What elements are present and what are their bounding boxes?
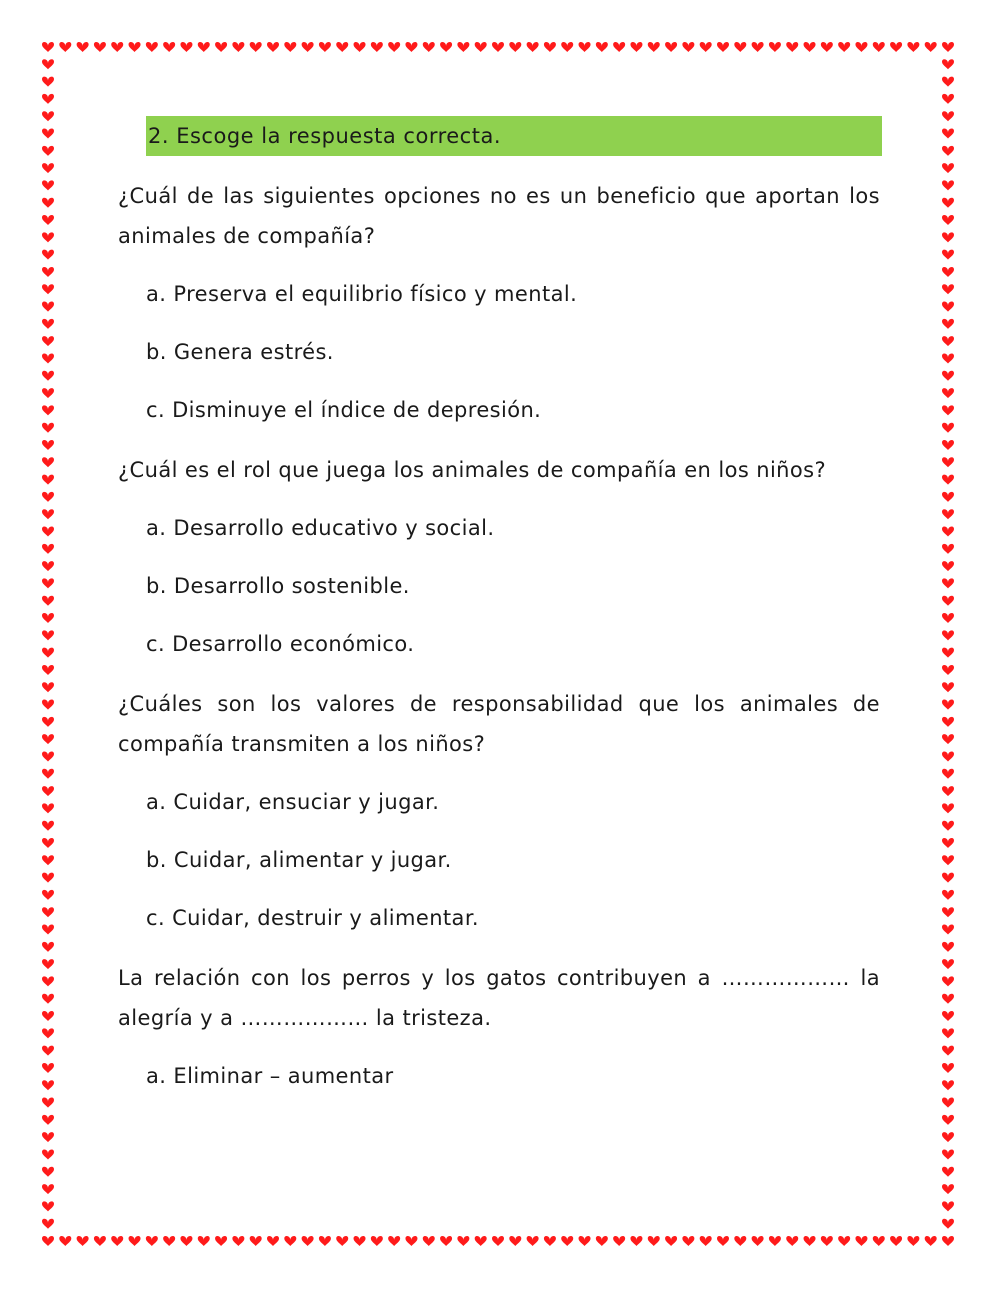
heart-icon [42,994,54,1004]
heart-icon [42,77,54,87]
heart-icon [267,42,279,52]
heart-icon [942,821,954,831]
heart-icon [42,1063,54,1073]
option-2b[interactable]: b. Desarrollo sostenible. [146,574,410,598]
heart-icon [942,561,954,571]
heart-icon [42,129,54,139]
heart-icon [42,717,54,727]
heart-icon [942,1115,954,1125]
heart-icon [232,42,244,52]
heart-icon [821,1236,833,1246]
heart-icon [942,492,954,502]
heart-icon [42,163,54,173]
heart-icon [873,42,885,52]
heart-icon [942,682,954,692]
heart-icon [665,42,677,52]
option-2c[interactable]: c. Desarrollo económico. [146,632,415,656]
option-1c[interactable]: c. Disminuye el índice de depresión. [146,398,542,422]
heart-icon [42,180,54,190]
heart-icon [475,42,487,52]
heart-icon [942,596,954,606]
heart-icon [440,42,452,52]
heart-icon [42,319,54,329]
heart-icon [925,1236,937,1246]
heart-icon [942,751,954,761]
heart-icon [388,1236,400,1246]
heart-icon [42,1115,54,1125]
heart-icon [42,215,54,225]
heart-icon [42,596,54,606]
heart-icon [942,111,954,121]
heart-icon [42,353,54,363]
heart-icon [717,1236,729,1246]
heart-icon [371,1236,383,1246]
heart-icon [42,959,54,969]
heart-icon [942,873,954,883]
heart-icon [942,1046,954,1056]
heart-icon [700,42,712,52]
heart-icon [630,42,642,52]
heart-icon [942,855,954,865]
heart-icon [163,42,175,52]
section-title: 2. Escoge la respuesta correcta. [146,116,882,156]
heart-icon [42,475,54,485]
heart-icon [942,198,954,208]
heart-icon [42,682,54,692]
heart-icon [42,267,54,277]
heart-icon [544,1236,556,1246]
heart-icon [42,492,54,502]
heart-icon [855,1236,867,1246]
heart-icon [42,873,54,883]
heart-icon [942,665,954,675]
heart-icon [942,1028,954,1038]
heart-icon [388,42,400,52]
heart-icon [855,42,867,52]
heart-icon [42,907,54,917]
heart-icon [42,1149,54,1159]
heart-icon [457,42,469,52]
heart-icon [665,1236,677,1246]
heart-icon [42,544,54,554]
heart-icon [129,1236,141,1246]
heart-icon [405,1236,417,1246]
heart-icon [942,284,954,294]
heart-icon [42,1046,54,1056]
heart-icon [942,440,954,450]
heart-icon [146,1236,158,1246]
heart-icon [942,509,954,519]
heart-icon [42,890,54,900]
heart-icon [42,59,54,69]
heart-icon [752,1236,764,1246]
heart-icon [42,786,54,796]
heart-icon [942,976,954,986]
heart-icon [129,42,141,52]
heart-icon [42,1236,54,1246]
heart-icon [111,42,123,52]
heart-icon [544,42,556,52]
heart-icon [786,1236,798,1246]
heart-icon [942,907,954,917]
heart-icon [596,42,608,52]
heart-icon [942,1011,954,1021]
heart-icon [94,1236,106,1246]
heart-icon [734,42,746,52]
heart-icon [250,1236,262,1246]
heart-icon [42,302,54,312]
heart-icon [42,665,54,675]
heart-icon [561,42,573,52]
heart-icon [180,42,192,52]
heart-icon [284,1236,296,1246]
heart-icon [942,1149,954,1159]
heart-icon [215,1236,227,1246]
heart-icon [42,388,54,398]
heart-icon [405,42,417,52]
heart-icon [942,475,954,485]
heart-icon [42,284,54,294]
heart-icon [198,1236,210,1246]
heart-icon [942,146,954,156]
heart-icon [942,77,954,87]
heart-icon [907,1236,919,1246]
heart-icon [734,1236,746,1246]
heart-icon [94,42,106,52]
heart-icon [942,613,954,623]
heart-icon [42,198,54,208]
heart-icon [232,1236,244,1246]
option-3c[interactable]: c. Cuidar, destruir y alimentar. [146,906,480,930]
heart-icon [804,1236,816,1246]
heart-icon [942,890,954,900]
heart-icon [42,700,54,710]
heart-icon [907,42,919,52]
heart-icon [873,1236,885,1246]
heart-icon [942,1132,954,1142]
heart-icon [942,717,954,727]
heart-icon [42,1011,54,1021]
heart-icon [942,163,954,173]
heart-icon [198,42,210,52]
heart-icon [942,803,954,813]
heart-icon [579,1236,591,1246]
heart-icon [302,42,314,52]
heart-icon [942,925,954,935]
heart-icon [942,1201,954,1211]
heart-icon [42,855,54,865]
heart-icon [250,42,262,52]
option-1b[interactable]: b. Genera estrés. [146,340,334,364]
heart-icon [942,527,954,537]
worksheet-content [118,116,880,1096]
heart-icon [579,42,591,52]
heart-icon [284,42,296,52]
heart-icon [890,1236,902,1246]
heart-icon [942,353,954,363]
option-3b[interactable]: b. Cuidar, alimentar y jugar. [146,848,452,872]
heart-icon [942,1236,954,1246]
heart-icon [682,1236,694,1246]
heart-icon [77,42,89,52]
heart-icon [942,578,954,588]
heart-icon [942,59,954,69]
heart-icon [42,1132,54,1142]
heart-icon [336,42,348,52]
heart-icon [42,976,54,986]
heart-icon [42,405,54,415]
heart-icon [42,42,54,52]
heart-icon [42,423,54,433]
heart-icon [942,769,954,779]
heart-icon [42,94,54,104]
heart-icon [769,1236,781,1246]
heart-icon [42,250,54,260]
heart-icon [42,232,54,242]
heart-icon [42,648,54,658]
question-3: ¿Cuáles son los valores de responsabilidad que los animales de compañía transmiten a los niños? [118,692,880,756]
heart-icon [527,1236,539,1246]
question-2: ¿Cuál es el rol que juega los animales de compañía en los niños? [118,458,827,482]
heart-icon [942,129,954,139]
heart-icon [354,1236,366,1246]
heart-icon [146,42,158,52]
heart-icon [942,942,954,952]
heart-icon [942,405,954,415]
heart-icon [319,42,331,52]
heart-icon [804,42,816,52]
heart-icon [630,1236,642,1246]
heart-icon [42,630,54,640]
heart-icon [42,146,54,156]
heart-icon [423,1236,435,1246]
heart-icon [42,336,54,346]
heart-icon [942,630,954,640]
heart-icon [838,1236,850,1246]
heart-icon [942,180,954,190]
heart-icon [942,319,954,329]
heart-icon [942,250,954,260]
heart-icon [267,1236,279,1246]
question-4: La relación con los perros y los gatos contribuyen a ……………… la alegría y a ……………… la tristeza. [118,966,880,1030]
heart-icon [613,42,625,52]
heart-icon [942,371,954,381]
heart-icon [942,1098,954,1108]
heart-icon [942,786,954,796]
heart-icon [613,1236,625,1246]
heart-icon [163,1236,175,1246]
heart-icon [717,42,729,52]
heart-icon [925,42,937,52]
heart-icon [942,94,954,104]
heart-icon [475,1236,487,1246]
heart-icon [942,423,954,433]
heart-icon [942,232,954,242]
heart-icon [42,821,54,831]
heart-icon [42,578,54,588]
heart-icon [786,42,798,52]
heart-icon [42,440,54,450]
heart-icon [492,42,504,52]
heart-icon [942,1063,954,1073]
option-1a[interactable]: a. Preserva el equilibrio físico y mental. [146,282,578,306]
heart-icon [942,838,954,848]
heart-icon [42,1080,54,1090]
heart-icon [42,769,54,779]
heart-icon [890,42,902,52]
heart-icon [42,527,54,537]
heart-icon [319,1236,331,1246]
heart-icon [942,648,954,658]
heart-icon [42,613,54,623]
heart-icon [42,509,54,519]
question-1: ¿Cuál de las siguientes opciones no es un beneficio que aportan los animales de compañía? [118,184,880,248]
heart-icon [942,336,954,346]
heart-icon [509,1236,521,1246]
heart-icon [180,1236,192,1246]
heart-icon [42,1028,54,1038]
heart-icon [423,42,435,52]
heart-icon [42,457,54,467]
heart-icon [561,1236,573,1246]
heart-icon [942,994,954,1004]
heart-icon [942,544,954,554]
heart-icon [942,42,954,52]
heart-icon [371,42,383,52]
heart-icon [942,700,954,710]
heart-icon [700,1236,712,1246]
heart-icon [527,42,539,52]
heart-icon [440,1236,452,1246]
heart-icon [821,42,833,52]
heart-icon [42,1219,54,1229]
heart-icon [336,1236,348,1246]
heart-icon [215,42,227,52]
heart-icon [42,803,54,813]
heart-icon [596,1236,608,1246]
heart-icon [42,1201,54,1211]
heart-icon [59,1236,71,1246]
heart-icon [111,1236,123,1246]
heart-icon [354,42,366,52]
heart-icon [457,1236,469,1246]
heart-icon [648,42,660,52]
heart-icon [492,1236,504,1246]
heart-icon [752,42,764,52]
heart-icon [942,267,954,277]
heart-icon [942,457,954,467]
option-4a[interactable]: a. Eliminar – aumentar [146,1064,394,1088]
heart-icon [942,734,954,744]
heart-icon [942,388,954,398]
heart-icon [942,1080,954,1090]
heart-icon [769,42,781,52]
heart-icon [42,838,54,848]
heart-icon [509,42,521,52]
heart-icon [42,371,54,381]
heart-icon [942,215,954,225]
heart-icon [942,1167,954,1177]
heart-icon [942,1184,954,1194]
heart-icon [42,111,54,121]
heart-icon [42,942,54,952]
heart-icon [59,42,71,52]
heart-icon [42,561,54,571]
heart-icon [42,734,54,744]
option-2a[interactable]: a. Desarrollo educativo y social. [146,516,495,540]
heart-icon [682,42,694,52]
heart-icon [942,1219,954,1229]
heart-icon [42,751,54,761]
heart-icon [942,959,954,969]
heart-icon [42,925,54,935]
heart-icon [648,1236,660,1246]
heart-icon [77,1236,89,1246]
heart-icon [42,1098,54,1108]
heart-icon [942,302,954,312]
heart-icon [302,1236,314,1246]
heart-icon [42,1184,54,1194]
heart-icon [838,42,850,52]
option-3a[interactable]: a. Cuidar, ensuciar y jugar. [146,790,440,814]
heart-icon [42,1167,54,1177]
